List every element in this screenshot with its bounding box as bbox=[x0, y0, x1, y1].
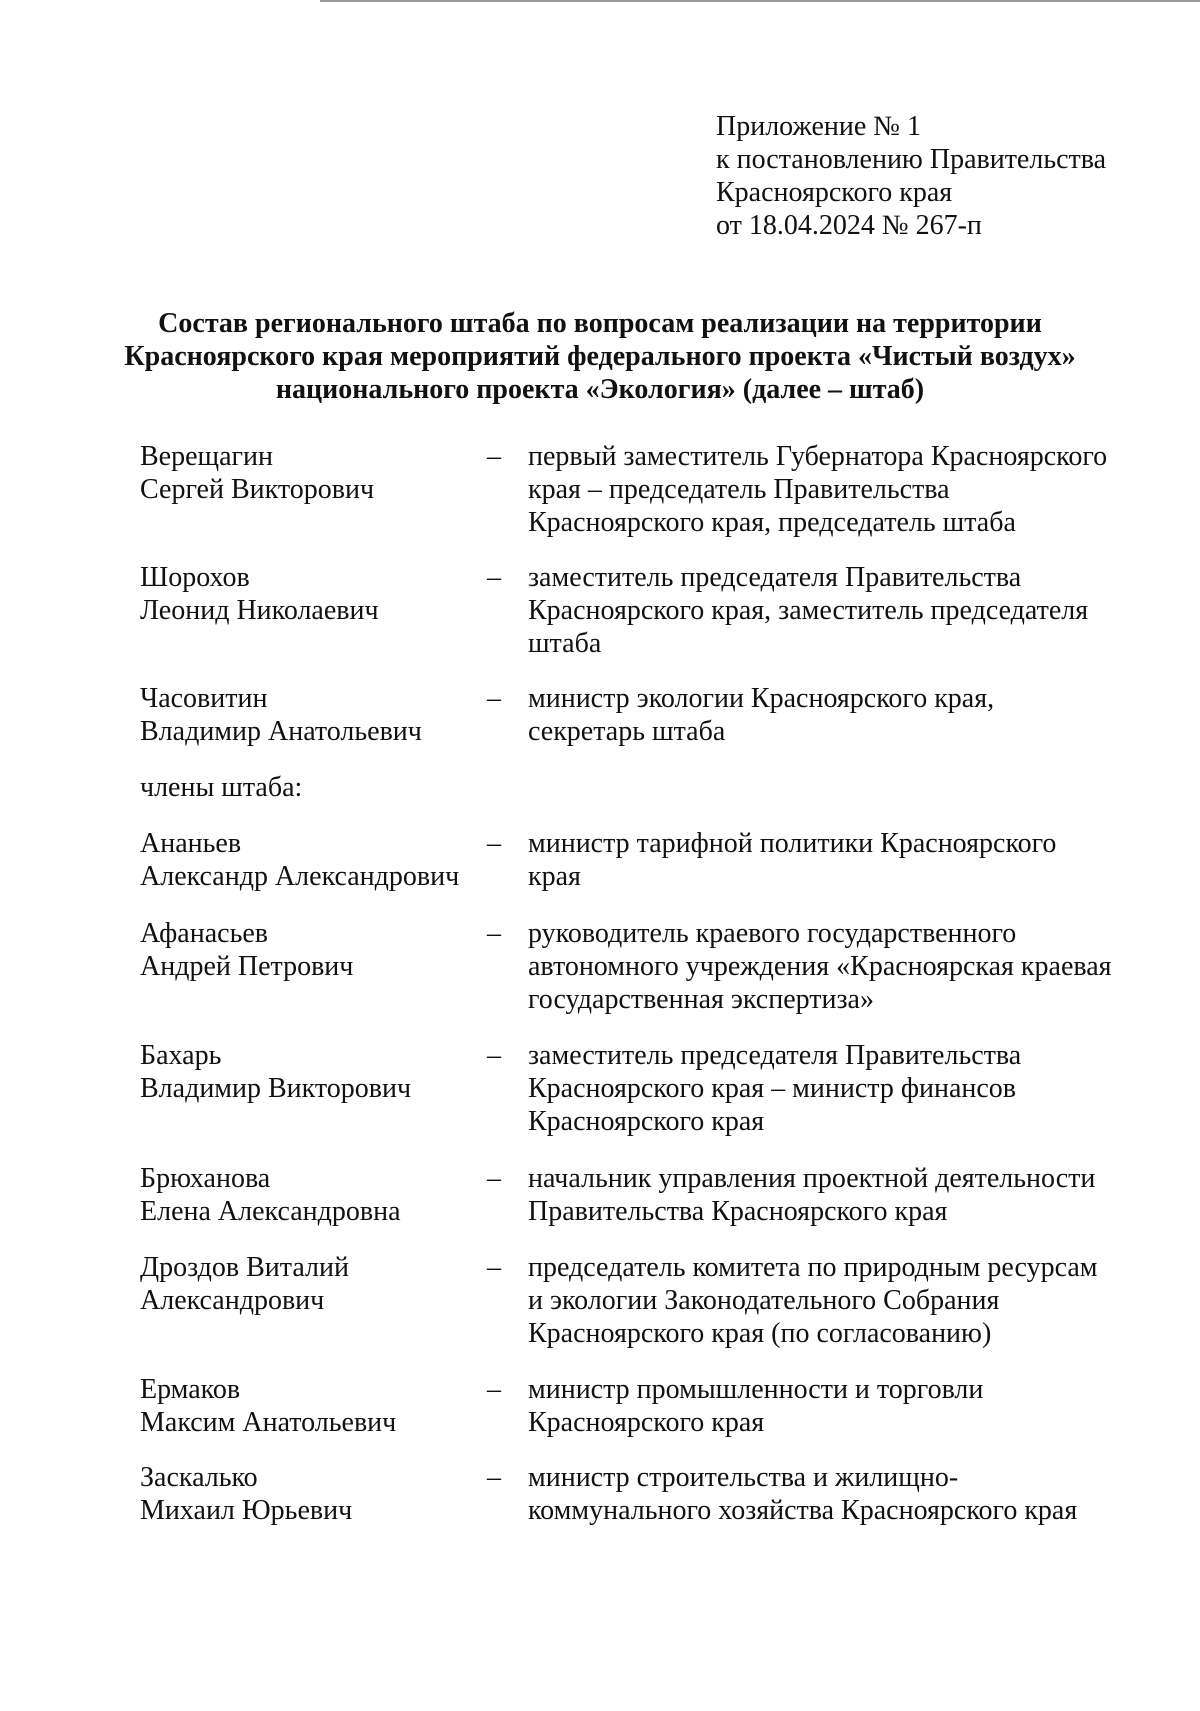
person-role bbox=[528, 1373, 1148, 1439]
person-role bbox=[528, 1162, 1148, 1228]
role-line: и экологии Законодательного Собрания bbox=[528, 1285, 1000, 1316]
person-name bbox=[140, 1373, 480, 1439]
person-name bbox=[140, 1251, 480, 1317]
surname: Афанасьев bbox=[140, 918, 268, 949]
person-role bbox=[528, 1251, 1148, 1350]
role-line: края bbox=[528, 861, 581, 892]
role-line: штаба bbox=[528, 628, 602, 659]
person-role bbox=[528, 440, 1148, 539]
surname: Заскалько bbox=[140, 1462, 258, 1493]
role-line: автономного учреждения «Красноярская краевая bbox=[528, 951, 1112, 982]
role-line: Красноярского края bbox=[528, 1106, 765, 1137]
person-role bbox=[528, 1461, 1148, 1527]
surname: Ермаков bbox=[140, 1374, 241, 1405]
dash-separator: – bbox=[487, 918, 501, 949]
role-line: Красноярского края, заместитель председателя bbox=[528, 595, 1089, 626]
dash-separator: – bbox=[487, 1462, 501, 1493]
dash-separator: – bbox=[487, 562, 501, 593]
surname: Шорохов bbox=[140, 562, 250, 593]
title-line: Состав регионального штаба по вопросам реализации на территории bbox=[158, 308, 1042, 339]
person-role bbox=[528, 827, 1148, 893]
given-names: Михаил Юрьевич bbox=[140, 1495, 353, 1526]
person-name bbox=[140, 1461, 480, 1527]
person-name bbox=[140, 827, 480, 893]
role-line: председатель комитета по природным ресурсам bbox=[528, 1252, 1098, 1283]
dash-separator: – bbox=[487, 683, 501, 714]
person-name bbox=[140, 440, 480, 506]
person-name bbox=[140, 917, 480, 983]
role-line: руководитель краевого государственного bbox=[528, 918, 1017, 949]
person-role bbox=[528, 1039, 1148, 1138]
role-line: Красноярского края bbox=[528, 1407, 765, 1438]
person-role bbox=[528, 917, 1148, 1016]
surname: Ананьев bbox=[140, 828, 242, 859]
role-line: Красноярского края (по согласованию) bbox=[528, 1318, 992, 1349]
surname: Брюханова bbox=[140, 1163, 271, 1194]
role-line: первый заместитель Губернатора Красноярского bbox=[528, 441, 1108, 472]
surname: Дроздов Виталий bbox=[140, 1252, 349, 1283]
role-line: Красноярского края, председатель штаба bbox=[528, 507, 1016, 538]
role-line: края – председатель Правительства bbox=[528, 474, 950, 505]
dash-separator: – bbox=[487, 1040, 501, 1071]
surname: Бахарь bbox=[140, 1040, 222, 1071]
surname: Верещагин bbox=[140, 441, 273, 472]
person-name bbox=[140, 561, 480, 627]
person-role bbox=[528, 682, 1148, 748]
role-line: заместитель председателя Правительства bbox=[528, 562, 1022, 593]
role-line: министр тарифной политики Красноярского bbox=[528, 828, 1057, 859]
surname: Часовитин bbox=[140, 683, 268, 714]
role-line: коммунального хозяйства Красноярского края bbox=[528, 1495, 1078, 1526]
dash-separator: – bbox=[487, 1163, 501, 1194]
given-names: Владимир Анатольевич bbox=[140, 716, 422, 747]
given-names: Сергей Викторович bbox=[140, 474, 375, 505]
dash-separator: – bbox=[487, 1374, 501, 1405]
role-line: министр строительства и жилищно- bbox=[528, 1462, 959, 1493]
document-title bbox=[100, 307, 1100, 406]
role-line: государственная экспертиза» bbox=[528, 984, 874, 1015]
appendix-line: от 18.04.2024 № 267-п bbox=[716, 210, 982, 241]
title-line: национального проекта «Экология» (далее – штаб) bbox=[275, 374, 925, 405]
given-names: Владимир Викторович bbox=[140, 1073, 412, 1104]
role-line: заместитель председателя Правительства bbox=[528, 1040, 1022, 1071]
scan-top-edge bbox=[320, 0, 1200, 2]
person-name bbox=[140, 1039, 480, 1105]
person-name bbox=[140, 1162, 480, 1228]
role-line: Красноярского края – министр финансов bbox=[528, 1073, 1017, 1104]
role-line: министр экологии Красноярского края, bbox=[528, 683, 995, 714]
given-names: Максим Анатольевич bbox=[140, 1407, 397, 1438]
given-names: Андрей Петрович bbox=[140, 951, 354, 982]
given-names: Леонид Николаевич bbox=[140, 595, 379, 626]
role-line: Правительства Красноярского края bbox=[528, 1196, 948, 1227]
appendix-line: Приложение № 1 bbox=[716, 111, 921, 142]
person-role bbox=[528, 561, 1148, 660]
person-name bbox=[140, 682, 480, 748]
appendix-header bbox=[716, 110, 1106, 242]
given-names: Елена Александровна bbox=[140, 1196, 401, 1227]
given-names: Александрович bbox=[140, 1285, 325, 1316]
title-line: Красноярского края мероприятий федерального проекта «Чистый воздух» bbox=[124, 341, 1076, 372]
dash-separator: – bbox=[487, 1252, 501, 1283]
given-names: Александр Александрович bbox=[140, 861, 460, 892]
members-label: члены штаба: bbox=[140, 772, 303, 803]
dash-separator: – bbox=[487, 828, 501, 859]
role-line: начальник управления проектной деятельности bbox=[528, 1163, 1096, 1194]
appendix-line: Красноярского края bbox=[716, 177, 953, 208]
appendix-line: к постановлению Правительства bbox=[716, 144, 1107, 175]
role-line: секретарь штаба bbox=[528, 716, 726, 747]
dash-separator: – bbox=[487, 441, 501, 472]
role-line: министр промышленности и торговли bbox=[528, 1374, 984, 1405]
